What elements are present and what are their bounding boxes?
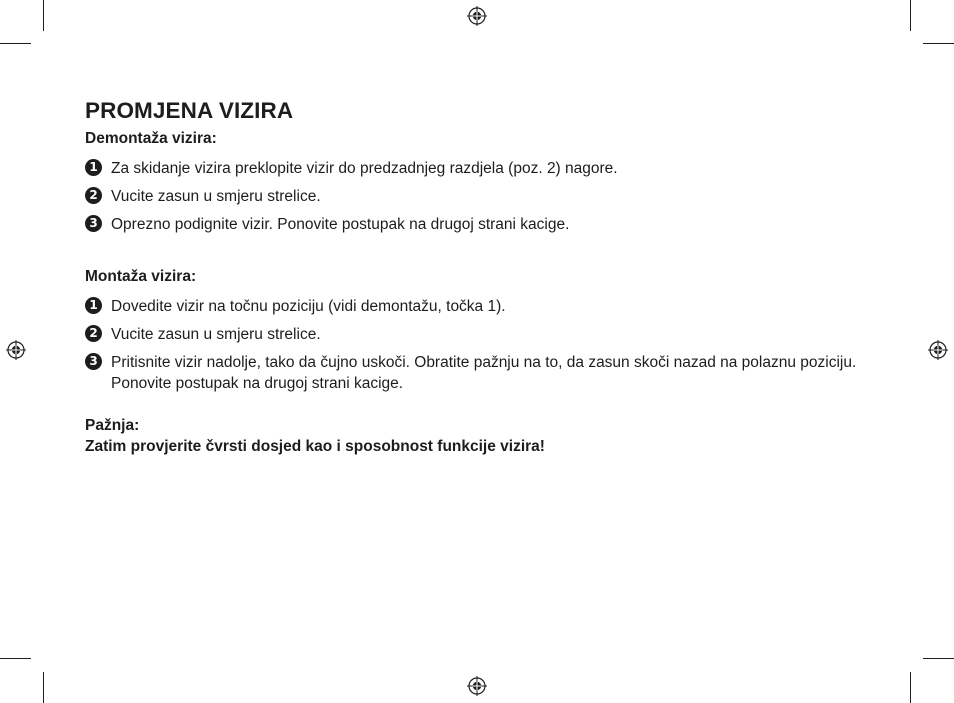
crop-mark-top-right-horizontal: [923, 43, 954, 44]
instructions-content: [85, 98, 865, 457]
removal-heading: Demontaža vizira:: [85, 130, 217, 147]
step-text: Za skidanje vizira preklopite vizir do predzadnjeg razdjela (poz. 2) nagore.: [111, 160, 618, 177]
mounting-step-3: [85, 352, 865, 394]
numbered-circle-icon: 1: [85, 297, 102, 314]
removal-step-2: [85, 186, 865, 207]
crop-mark-bottom-left-vertical: [43, 672, 44, 703]
numbered-circle-icon: 2: [85, 187, 102, 204]
crop-mark-bottom-left-horizontal: [0, 658, 31, 659]
registration-mark-icon: [5, 339, 27, 361]
numbered-circle-icon: 3: [85, 353, 102, 370]
registration-mark-icon: [466, 675, 488, 697]
numbered-circle-icon: 2: [85, 325, 102, 342]
crop-mark-top-right-vertical: [910, 0, 911, 31]
section-spacer: [85, 401, 865, 415]
numbered-circle-icon: 3: [85, 215, 102, 232]
crop-mark-bottom-right-horizontal: [923, 658, 954, 659]
step-text: Oprezno podignite vizir. Ponovite postupak na drugoj strani kacige.: [111, 216, 570, 233]
registration-mark-icon: [466, 5, 488, 27]
step-text: Pritisnite vizir nadolje, tako da čujno uskoči. Obratite pažnju na to, da zasun skoči nazad na polaznu poziciju. Ponovite postupak na drugoj strani kacige.: [111, 354, 857, 392]
step-text: Vucite zasun u smjeru strelice.: [111, 188, 321, 205]
registration-mark-icon: [927, 339, 949, 361]
crop-mark-top-left-horizontal: [0, 43, 31, 44]
mounting-heading: Montaža vizira:: [85, 268, 197, 285]
mounting-step-2: [85, 324, 865, 345]
section-spacer: [85, 242, 865, 267]
page-title: PROMJENA VIZIRA: [85, 98, 294, 123]
warning-text: Zatim provjerite čvrsti dosjed kao i sposobnost funkcije vizira!: [85, 438, 545, 455]
step-text: Vucite zasun u smjeru strelice.: [111, 326, 321, 343]
crop-mark-bottom-right-vertical: [910, 672, 911, 703]
mounting-step-1: [85, 296, 865, 317]
removal-step-1: [85, 158, 865, 179]
crop-mark-top-left-vertical: [43, 0, 44, 31]
warning-label: Pažnja:: [85, 417, 140, 434]
numbered-circle-icon: 1: [85, 159, 102, 176]
step-text: Dovedite vizir na točnu poziciju (vidi demontažu, točka 1).: [111, 298, 506, 315]
removal-step-3: [85, 214, 865, 235]
